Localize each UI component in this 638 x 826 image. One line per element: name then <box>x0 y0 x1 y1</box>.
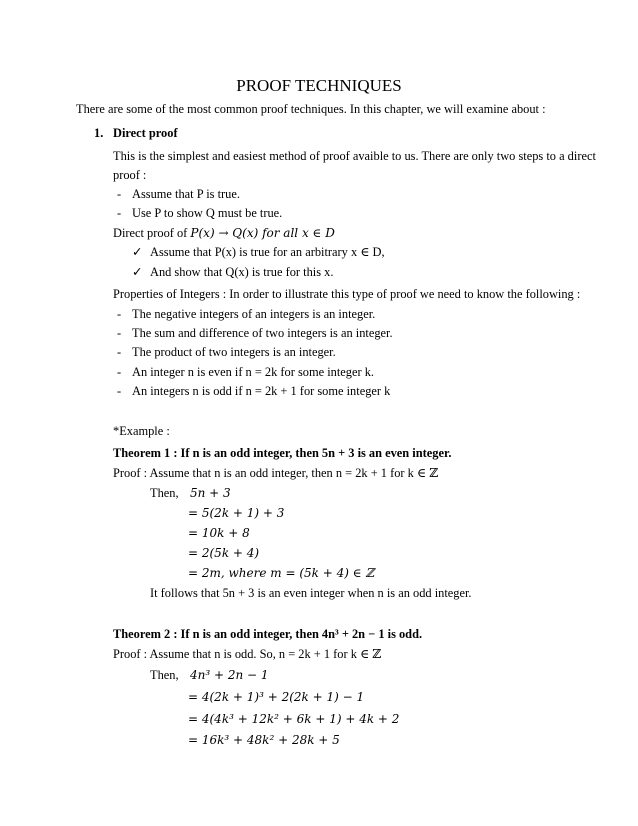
section-description-cont: proof : <box>113 168 147 182</box>
property-item: The sum and difference of two integers is an integer. <box>132 326 393 340</box>
dash-bullet-icon: - <box>117 206 122 220</box>
step-item: Assume that P is true. <box>132 187 240 201</box>
derivation-step: 4n³ + 2n − 1 <box>190 668 269 682</box>
section-heading: Direct proof <box>113 126 178 140</box>
then-label: Then, <box>150 486 179 500</box>
property-item: An integers n is odd if n = 2k + 1 for some integer k <box>132 384 391 398</box>
derivation-step: = 4(2k + 1)³ + 2(2k + 1) − 1 <box>188 690 365 704</box>
direct-proof-formula: P(x) → Q(x) for all x ∈ D <box>190 226 335 240</box>
derivation-step: 5n + 3 <box>190 486 231 500</box>
dash-bullet-icon: - <box>117 326 122 340</box>
then-label: Then, <box>150 668 179 682</box>
derivation-step: = 2(5k + 4) <box>188 546 260 560</box>
dash-bullet-icon: - <box>117 187 122 201</box>
theorem-2-statement: Theorem 2 : If n is an odd integer, then 4n³ + 2n − 1 is odd. <box>113 627 423 641</box>
derivation-step: = 10k + 8 <box>188 526 250 540</box>
step-item: Use P to show Q must be true. <box>132 206 283 220</box>
theorem-2-proof: Proof : Assume that n is odd. So, n = 2k + 1 for k ∈ ℤ <box>113 647 382 661</box>
property-item: An integer n is even if n = 2k for some integer k. <box>132 365 375 379</box>
derivation-step: = 16k³ + 48k² + 28k + 5 <box>188 733 340 747</box>
section-number: 1. <box>94 126 104 140</box>
derivation-step: = 5(2k + 1) + 3 <box>188 506 285 520</box>
check-item: And show that Q(x) is true for this x. <box>150 265 334 279</box>
dash-bullet-icon: - <box>117 365 122 379</box>
section-description: This is the simplest and easiest method of proof avaible to us. There are only two steps to a direct <box>113 149 596 163</box>
dash-bullet-icon: - <box>117 384 122 398</box>
property-item: The negative integers of an integers is an integer. <box>132 307 376 321</box>
theorem-1-statement: Theorem 1 : If n is an odd integer, then 5n + 3 is an even integer. <box>113 446 452 460</box>
derivation-step: = 2m, where m = (5k + 4) ∈ ℤ <box>188 566 375 580</box>
theorem-1-proof: Proof : Assume that n is an odd integer, then n = 2k + 1 for k ∈ ℤ <box>113 466 439 480</box>
example-label: *Example : <box>113 424 170 438</box>
theorem-1-conclusion: It follows that 5n + 3 is an even integer when n is an odd integer. <box>150 586 472 600</box>
check-mark-icon: ✓ <box>132 245 143 259</box>
derivation-step: = 4(4k³ + 12k² + 6k + 1) + 4k + 2 <box>188 712 400 726</box>
property-item: The product of two integers is an integer. <box>132 345 336 359</box>
direct-proof-line <box>113 227 335 239</box>
dash-bullet-icon: - <box>117 307 122 321</box>
check-mark-icon: ✓ <box>132 265 143 279</box>
intro-text: There are some of the most common proof techniques. In this chapter, we will examine about : <box>76 102 546 116</box>
check-item: Assume that P(x) is true for an arbitrary x ∈ D, <box>150 245 385 259</box>
dash-bullet-icon: - <box>117 345 122 359</box>
direct-proof-label: Direct proof of <box>113 226 191 240</box>
page-title: PROOF TECHNIQUES <box>236 76 402 95</box>
properties-intro: Properties of Integers : In order to illustrate this type of proof we need to know the following : <box>113 287 581 301</box>
